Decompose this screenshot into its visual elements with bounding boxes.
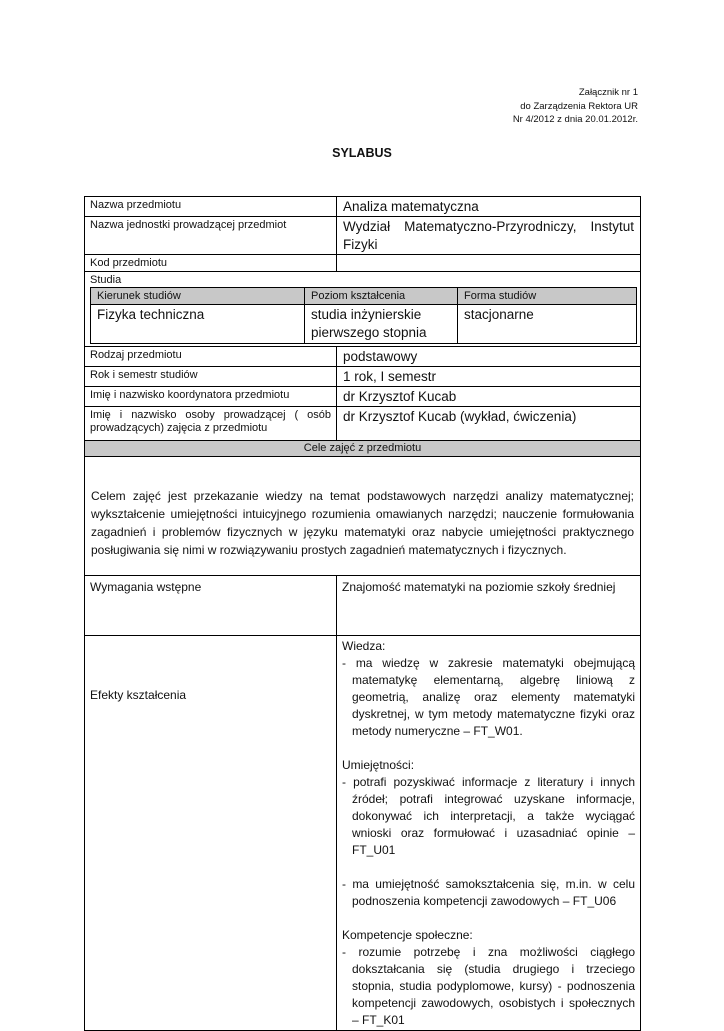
studies-label: Studia: [90, 274, 122, 286]
attachment-line-3: Nr 4/2012 z dnia 20.01.2012r.: [512, 114, 638, 125]
learning-outcomes-label: Efekty kształcenia: [85, 636, 337, 1031]
knowledge-list: [342, 655, 635, 740]
field-of-study-header: Kierunek studiów: [91, 288, 305, 305]
attachment-line-1: Załącznik nr 1: [578, 87, 638, 98]
knowledge-heading: Wiedza:: [342, 639, 386, 653]
social-competences-list: [342, 944, 635, 1029]
education-level-value: studia inżynierskie pierwszego stopnia: [305, 305, 458, 344]
row-course-type: [85, 347, 641, 367]
attachment-line-2: do Zarządzenia Rektora UR: [520, 100, 638, 112]
row-goals-heading: [85, 441, 641, 457]
social-competences-item: - rozumie potrzebę i zna możliwości ciągłego dokształcania się (studia drugiego i trzeciego stopnia, studia podyplomowe, kursy) - podnoszenia kompetencji zawodowych, osobistych i społecznych – FT_K01: [342, 945, 635, 1027]
instructors-label: Imię i nazwisko osoby prowadzącej ( osób prowadzących) zajęcia z przedmiotu: [85, 407, 337, 441]
row-learning-outcomes: [85, 636, 641, 1031]
unit-label: Nazwa jednostki prowadzącej przedmiot: [85, 217, 337, 255]
syllabus-table: [84, 196, 641, 1031]
studies-table: [90, 287, 637, 344]
instructors-value: dr Krzysztof Kucab (wykład, ćwiczenia): [337, 407, 641, 441]
learning-outcomes-value: [337, 636, 641, 1031]
row-year-semester: [85, 367, 641, 387]
studies-cell: [85, 272, 641, 347]
row-prerequisites: [85, 576, 641, 636]
unit-value: Wydział Matematyczno-Przyrodniczy, Instytut Fizyki: [337, 217, 641, 255]
row-goals: [85, 457, 641, 576]
coordinator-value: dr Krzysztof Kucab: [337, 387, 641, 407]
skills-heading: Umiejętności:: [342, 758, 415, 772]
course-name-label: Nazwa przedmiotu: [85, 197, 337, 217]
education-level-header: Poziom kształcenia: [305, 288, 458, 305]
course-code-label: Kod przedmiotu: [85, 255, 337, 272]
studies-value-row: [91, 305, 637, 344]
skills-item: - ma umiejętność samokształcenia się, m.in. w celu podnoszenia kompetencji zawodowych – FT_U06: [342, 877, 635, 908]
document-title: SYLABUS: [332, 146, 392, 160]
course-name-value: Analiza matematyczna: [337, 197, 641, 217]
goals-text: Celem zajęć jest przekazanie wiedzy na temat podstawowych narzędzi analizy matematycznej; wykształcenie umiejętności intuicyjnego rozumienia omawianych narzędzi; nauczenie formułowania zagadnień i problemów fizycznych w języku matematyki oraz nabycie umiejętności praktycznego posługiwania się nimi w rozwiązywaniu prostych zagadnień matematycznych i fizycznych.: [85, 457, 641, 576]
year-semester-value: 1 rok, I semestr: [337, 367, 641, 387]
row-course-name: [85, 197, 641, 217]
row-unit: [85, 217, 641, 255]
skills-list: [342, 774, 635, 859]
field-of-study-value: Fizyka techniczna: [91, 305, 305, 344]
prerequisites-value: Znajomość matematyki na poziomie szkoły średniej: [337, 576, 641, 636]
social-competences-heading: Kompetencje społeczne:: [342, 928, 473, 942]
row-coordinator: [85, 387, 641, 407]
skills-item: - potrafi pozyskiwać informacje z literatury i innych źródeł; potrafi integrować uzyskane informacje, dokonywać ich interpretacji, a także wyciągać wnioski oraz formułować i uzasadniać opinie – FT_U01: [342, 775, 635, 857]
attachment-note: [513, 86, 638, 127]
studies-header-row: [91, 288, 637, 305]
row-studies: [85, 272, 641, 347]
coordinator-label: Imię i nazwisko koordynatora przedmiotu: [85, 387, 337, 407]
knowledge-item: - ma wiedzę w zakresie matematyki obejmującą matematykę elementarną, algebrę liniową z geometrią, analizę oraz elementy matematyki dyskretnej, w tym metody matematyczne fizyki oraz metody numeryczne – FT_W01.: [342, 656, 635, 738]
skills-list-2: [342, 876, 635, 910]
study-form-value: stacjonarne: [458, 305, 637, 344]
course-type-label: Rodzaj przedmiotu: [85, 347, 337, 367]
row-course-code: [85, 255, 641, 272]
study-form-header: Forma studiów: [458, 288, 637, 305]
prerequisites-label: Wymagania wstępne: [85, 576, 337, 636]
year-semester-label: Rok i semestr studiów: [85, 367, 337, 387]
course-code-value: [337, 255, 641, 272]
row-instructors: [85, 407, 641, 441]
goals-heading: Cele zajęć z przedmiotu: [85, 441, 641, 457]
course-type-value: podstawowy: [337, 347, 641, 367]
